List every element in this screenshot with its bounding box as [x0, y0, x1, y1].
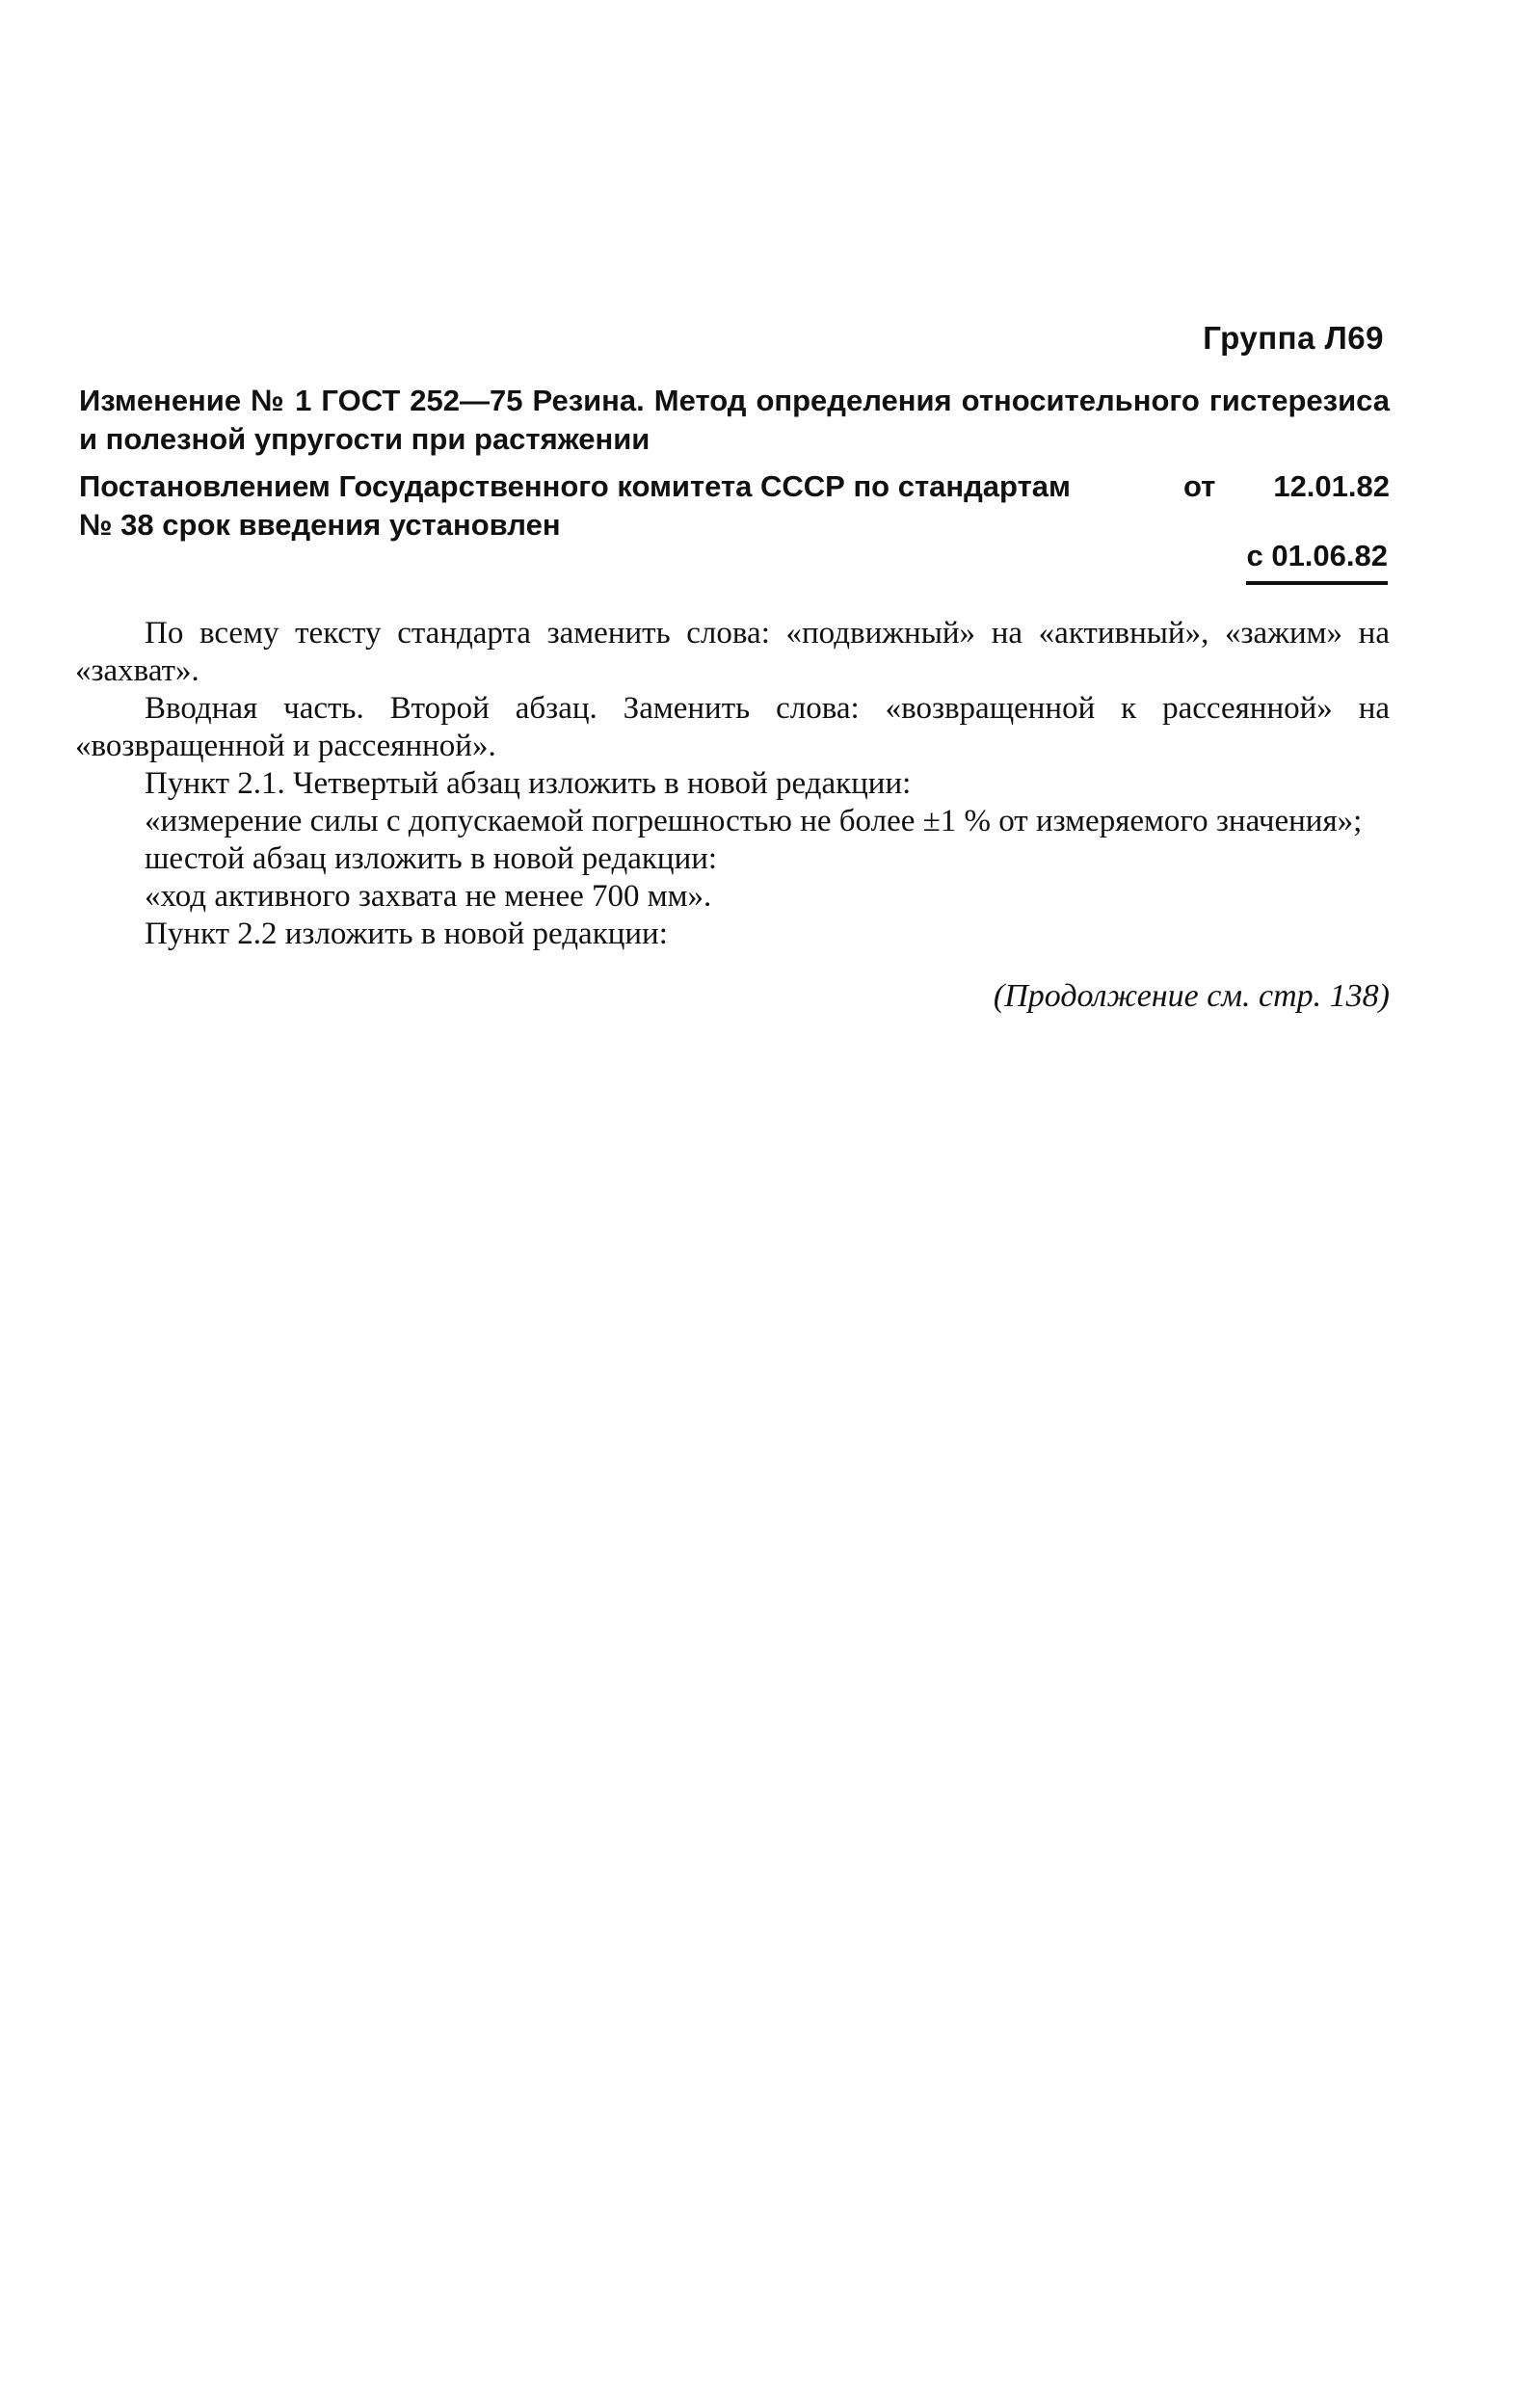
resolution-from: от: [1182, 469, 1216, 503]
group-label: Группа Л69: [1203, 320, 1384, 356]
resolution-line-1: [79, 467, 1390, 506]
paragraph: шестой абзац изложить в новой редакции:: [145, 841, 718, 876]
resolution-date-group: [1183, 467, 1390, 506]
paragraph: Пункт 2.2 изложить в новой редакции:: [145, 917, 668, 951]
change-title: Изменение № 1 ГОСТ 252—75 Резина. Метод определения относительного гистерезиса и полезной упругости при растяжении: [79, 384, 1390, 456]
paragraph: Вводная часть. Второй абзац. Заменить слова: «возвращенной к рассеянной» на «возвращенной и рассеянной».: [75, 691, 1390, 763]
body-text: [75, 615, 1390, 953]
paragraph: «измерение силы с допускаемой погрешностью не более ±1 % от измеряемого значения»;: [145, 804, 1363, 838]
paragraph: Пункт 2.1. Четвертый абзац изложить в новой редакции:: [145, 766, 912, 801]
continuation-note: (Продолжение см. стр. 138): [993, 978, 1390, 1014]
resolution-date: 12.01.82: [1273, 469, 1390, 503]
paragraph: По всему тексту стандарта заменить слова: «подвижный» на «активный», «зажим» на «захват».: [75, 616, 1390, 688]
resolution-line-2: № 38 срок введения установлен: [79, 508, 561, 542]
resolution-text: Постановлением Государственного комитета СССР по стандартам: [79, 469, 1071, 503]
paragraph: «ход активного захвата не менее 700 мм».: [145, 879, 712, 914]
effective-date: с 01.06.82: [1246, 537, 1388, 585]
resolution-block: [79, 467, 1390, 545]
